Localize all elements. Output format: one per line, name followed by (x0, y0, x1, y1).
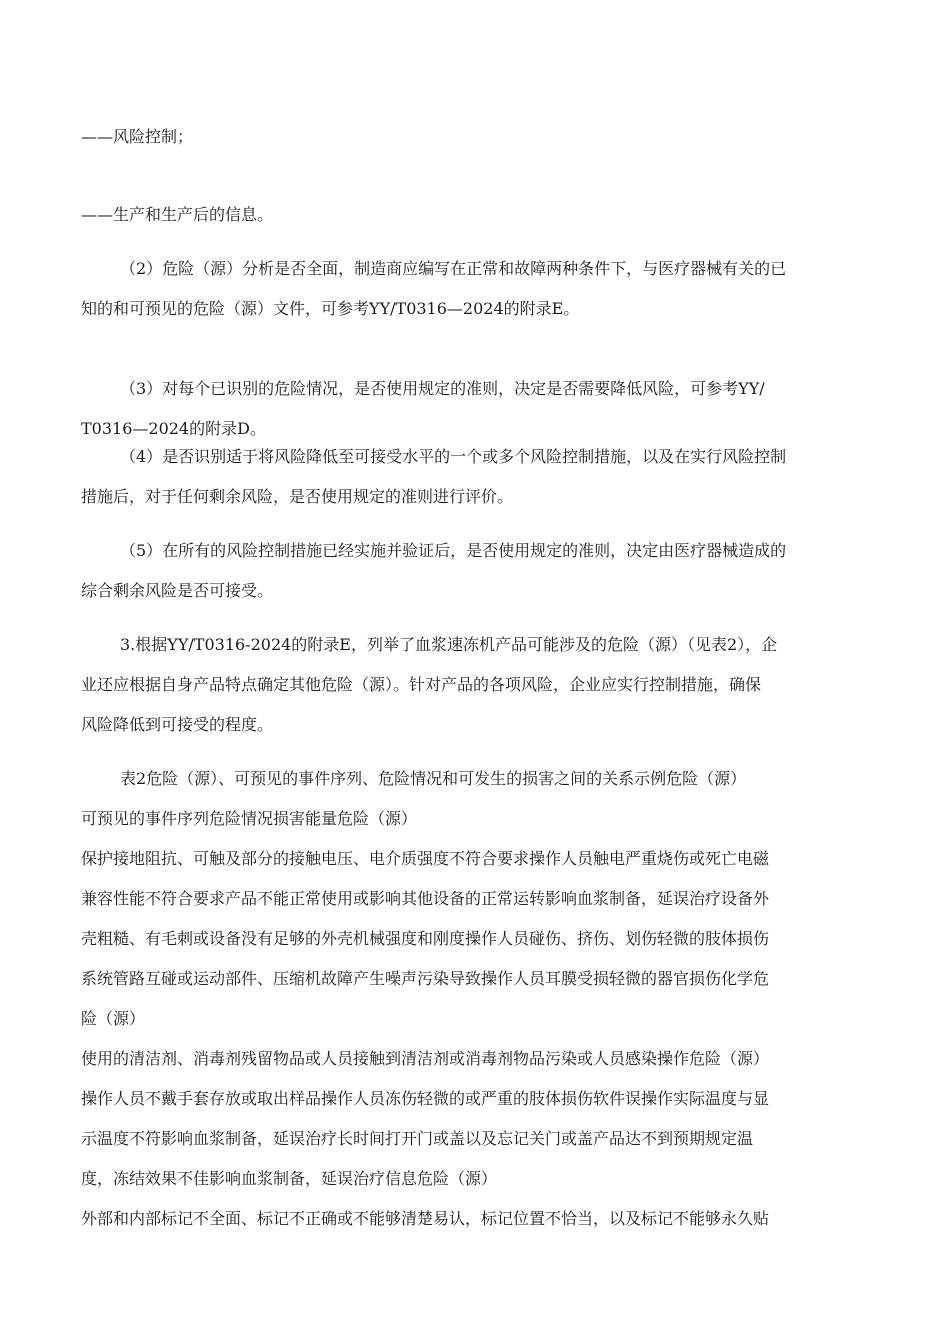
paragraph-5-line-1: （5）在所有的风险控制措施已经实施并验证后，是否使用规定的准则，决定由医疗器械造成的 (120, 541, 787, 560)
table-2-content-line-6: 使用的清洁剂、消毒剂残留物品或人员接触到清洁剂或消毒剂物品污染或人员感染操作危险（源） (81, 1049, 770, 1068)
paragraph-2-line-2: 知的和可预见的危险（源）文件，可参考YY/T0316—2024的附录E。 (81, 299, 580, 318)
table-2-caption-line-2: 可预见的事件序列危险情况损害能量危险（源） (81, 809, 418, 828)
paragraph-3-line-1: （3）对每个已识别的危险情况，是否使用规定的准则，决定是否需要降低风险，可参考YY/ (120, 379, 765, 398)
paragraph-4-line-2: 措施后，对于任何剩余风险，是否使用规定的准则进行评价。 (81, 487, 514, 506)
paragraph-section-3-line-3: 风险降低到可接受的程度。 (81, 715, 274, 734)
table-2-content-line-10: 外部和内部标记不全面、标记不正确或不能够清楚易认，标记位置不恰当，以及标记不能够永久贴 (81, 1209, 770, 1228)
paragraph-3-line-2: T0316—2024的附录D。 (81, 419, 266, 438)
table-2-content-line-4: 系统管路互碰或运动部件、压缩机故障产生噪声污染导致操作人员耳膜受损轻微的器官损伤化学危 (81, 969, 770, 988)
paragraph-2-line-1: （2）危险（源）分析是否全面，制造商应编写在正常和故障两种条件下，与医疗器械有关的已 (120, 259, 787, 278)
list-item-risk-control: ——风险控制； (81, 127, 194, 146)
list-item-production-info: ——生产和生产后的信息。 (81, 205, 274, 224)
paragraph-5-line-2: 综合剩余风险是否可接受。 (81, 581, 274, 600)
table-2-content-line-2: 兼容性能不符合要求产品不能正常使用或影响其他设备的正常运转影响血浆制备，延误治疗设备外 (81, 889, 770, 908)
table-2-content-line-9: 度，冻结效果不佳影响血浆制备，延误治疗信息危险（源） (81, 1169, 498, 1188)
table-2-caption-line-1: 表2危险（源）、可预见的事件序列、危险情况和可发生的损害之间的关系示例危险（源） (120, 769, 747, 788)
paragraph-section-3-line-1: 3.根据YY/T0316-2024的附录E，列举了血浆速冻机产品可能涉及的危险（源）（见表2），企 (120, 635, 778, 654)
table-2-content-line-3: 壳粗糙、有毛刺或设备没有足够的外壳机械强度和刚度操作人员碰伤、挤伤、划伤轻微的肢体损伤 (81, 929, 770, 948)
table-2-content-line-5: 险（源） (81, 1009, 146, 1028)
table-2-content-line-7: 操作人员不戴手套存放或取出样品操作人员冻伤轻微的或严重的肢体损伤软件误操作实际温度与显 (81, 1089, 770, 1108)
table-2-content-line-1: 保护接地阻抗、可触及部分的接触电压、电介质强度不符合要求操作人员触电严重烧伤或死亡电磁 (81, 849, 770, 868)
table-2-content-line-8: 示温度不符影响血浆制备，延误治疗长时间打开门或盖以及忘记关门或盖产品达不到预期规定温 (81, 1129, 754, 1148)
paragraph-4-line-1: （4）是否识别适于将风险降低至可接受水平的一个或多个风险控制措施，以及在实行风险控制 (120, 447, 787, 466)
paragraph-section-3-line-2: 业还应根据自身产品特点确定其他危险（源）。针对产品的各项风险，企业应实行控制措施，确保 (81, 675, 762, 694)
